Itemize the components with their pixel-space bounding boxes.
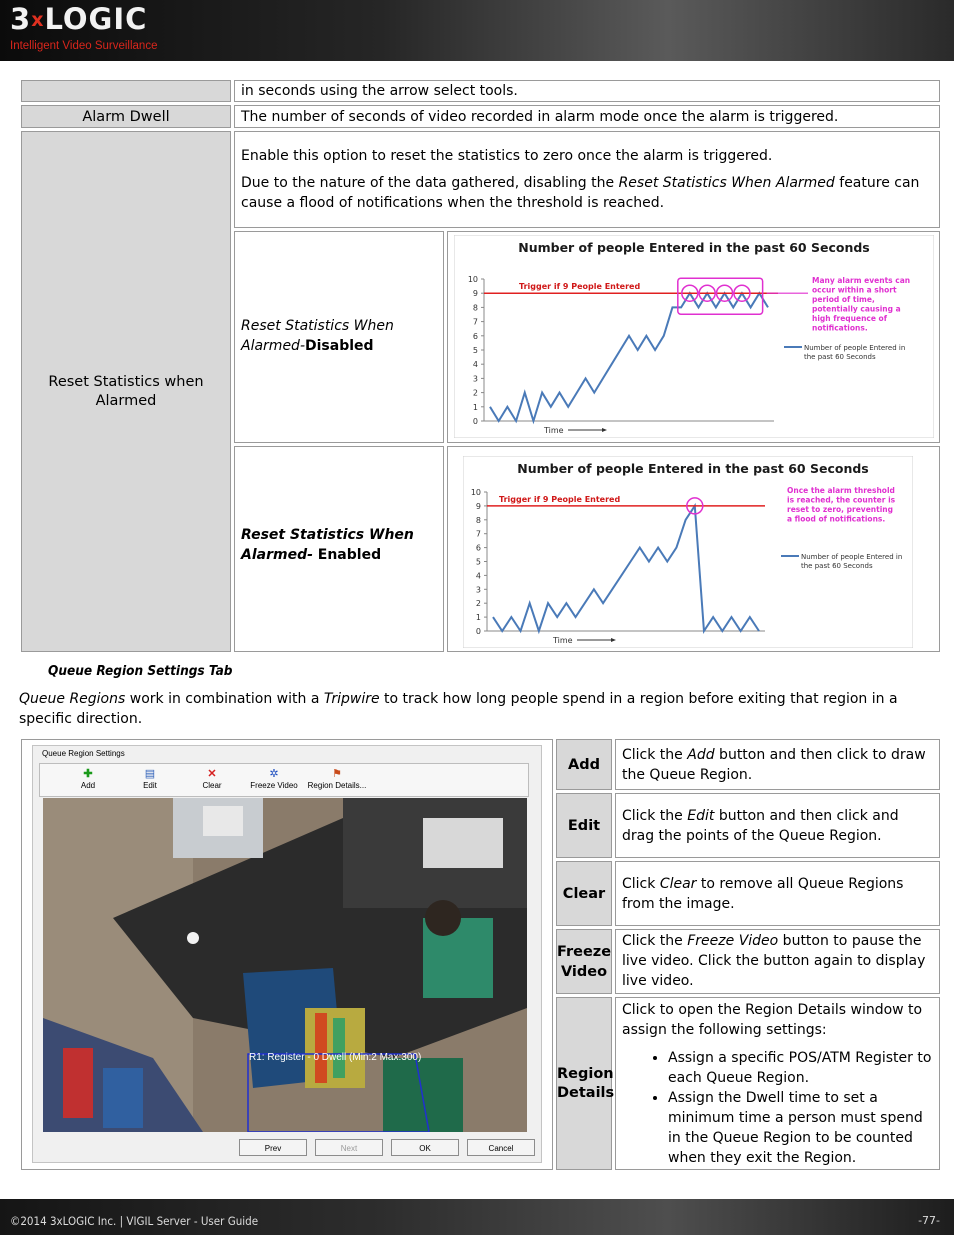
chart-enabled bbox=[463, 456, 913, 648]
y-tick-label: 3 bbox=[472, 374, 478, 384]
reset-statistics-description bbox=[234, 131, 940, 228]
y-tick-label: 3 bbox=[475, 585, 481, 595]
toolbar-add-button[interactable]: ✚ Add bbox=[58, 767, 118, 790]
prev-button[interactable]: Prev bbox=[239, 1139, 307, 1156]
next-button[interactable]: Next bbox=[315, 1139, 383, 1156]
clear-label: Clear bbox=[556, 861, 612, 926]
y-tick-label: 2 bbox=[475, 599, 481, 609]
y-tick-label: 5 bbox=[475, 557, 481, 567]
chart-disabled bbox=[454, 235, 934, 438]
freeze-video-label: Freeze Video bbox=[556, 929, 612, 994]
y-tick-label: 2 bbox=[472, 388, 478, 398]
edit-description: Click the Edit button and then click and drag the points of the Queue Region. bbox=[615, 793, 940, 858]
enabled-label-cell: Reset Statistics When Alarmed- Enabled bbox=[234, 446, 444, 652]
chart-cell-enabled bbox=[447, 446, 940, 652]
add-label: Add bbox=[556, 739, 612, 790]
region-details-list bbox=[622, 1048, 933, 1168]
footer-copyright: ©2014 3xLOGIC Inc. | VIGIL Server - User Guide bbox=[10, 1214, 259, 1228]
toolbar-clear-button[interactable]: ✕ Clear bbox=[182, 767, 242, 790]
window-title: Queue Region Settings bbox=[42, 749, 125, 758]
y-tick-label: 6 bbox=[472, 331, 478, 341]
section-intro: Queue Regions work in combination with a Tripwire to track how long people spend in a region before exiting that region in a specific direction. bbox=[19, 691, 898, 727]
y-tick-label: 10 bbox=[470, 488, 481, 497]
annotation-text: Once the alarm threshold bbox=[787, 486, 895, 495]
annotation-text: Many alarm events can bbox=[812, 276, 911, 285]
y-tick-label: 8 bbox=[475, 515, 481, 525]
y-tick-label: 6 bbox=[475, 543, 481, 553]
list-item: • Assign the Dwell time to set a minimum time a person must spend in the Queue Region to be counted when they exit the Region. bbox=[668, 1088, 933, 1168]
region-details-label: Region Details bbox=[556, 997, 612, 1170]
continued-text: in seconds using the arrow select tools. bbox=[234, 80, 940, 102]
y-tick-label: 4 bbox=[475, 571, 481, 581]
toolbar-edit-button[interactable]: ▤ Edit bbox=[120, 767, 180, 790]
clear-x-icon: ✕ bbox=[207, 768, 217, 780]
page-header bbox=[0, 0, 954, 61]
y-tick-label: 9 bbox=[472, 289, 478, 299]
y-tick-label: 8 bbox=[472, 303, 478, 313]
y-tick-label: 1 bbox=[475, 613, 481, 623]
y-tick-label: 9 bbox=[475, 501, 481, 511]
reset-desc-p2: Due to the nature of the data gathered, disabling the Reset Statistics When Alarmed feature can cause a flood of notifications when the threshold is reached. bbox=[241, 175, 920, 211]
y-tick-label: 7 bbox=[475, 529, 481, 539]
x-axis-label: Time bbox=[553, 636, 573, 645]
toolbar-freeze-button[interactable]: ✲ Freeze Video bbox=[244, 767, 304, 790]
reset-statistics-label: Reset Statistics when Alarmed bbox=[21, 131, 231, 652]
region-details-icon: ⚑ bbox=[332, 768, 342, 780]
chart-title: Number of people Entered in the past 60 Seconds bbox=[518, 240, 870, 255]
edit-icon: ▤ bbox=[144, 768, 156, 780]
add-description: Click the Add button and then click to draw the Queue Region. bbox=[615, 739, 940, 790]
legend-label: the past 60 Seconds bbox=[804, 353, 876, 361]
annotation-text: period of time, bbox=[812, 295, 875, 304]
toolbar-region-details-button[interactable]: ⚑ Region Details... bbox=[302, 767, 372, 790]
annotation-text: a flood of notifications. bbox=[787, 514, 886, 524]
annotation-text: notifications. bbox=[812, 323, 868, 333]
chart-title: Number of people Entered in the past 60 Seconds bbox=[517, 461, 869, 476]
x-axis-label: Time bbox=[544, 426, 564, 435]
empty-label-cell bbox=[21, 80, 231, 102]
legend-label: Number of people Entered in bbox=[804, 344, 906, 352]
freeze-icon: ✲ bbox=[269, 768, 279, 780]
queue-region-label: R1: Register - 0 Dwell (Min:2 Max:300) bbox=[249, 1052, 422, 1063]
cancel-button[interactable]: Cancel bbox=[467, 1139, 535, 1156]
toolbar bbox=[39, 763, 529, 797]
page-number: -77- bbox=[918, 1214, 940, 1227]
chart-frame bbox=[463, 456, 913, 648]
region-details-intro: Click to open the Region Details window to assign the following settings: bbox=[622, 1002, 923, 1038]
edit-label: Edit bbox=[556, 793, 612, 858]
threshold-label: Trigger if 9 People Entered bbox=[519, 282, 641, 292]
alarm-dwell-text: The number of seconds of video recorded in alarm mode once the alarm is triggered. bbox=[234, 105, 940, 128]
store-camera-image bbox=[43, 798, 527, 1132]
y-tick-label: 0 bbox=[475, 627, 481, 636]
reset-desc-p1: Enable this option to reset the statistics to zero once the alarm is triggered. bbox=[241, 148, 773, 164]
clear-description: Click Clear to remove all Queue Regions from the image. bbox=[615, 861, 940, 926]
alarm-dwell-label: Alarm Dwell bbox=[21, 105, 231, 128]
annotation-text: potentially causing a bbox=[812, 304, 901, 314]
y-tick-label: 10 bbox=[467, 275, 478, 284]
y-tick-label: 1 bbox=[472, 402, 478, 412]
chart-frame bbox=[454, 235, 934, 438]
annotation-text: is reached, the counter is bbox=[787, 495, 896, 505]
annotation-text: high frequence of bbox=[812, 314, 887, 323]
section-heading: Queue Region Settings Tab bbox=[48, 663, 233, 679]
plus-icon: ✚ bbox=[83, 768, 93, 780]
chart-cell-disabled bbox=[447, 231, 940, 443]
queue-region-window bbox=[32, 745, 542, 1163]
y-tick-label: 4 bbox=[472, 360, 478, 370]
page-footer bbox=[0, 1199, 954, 1235]
y-tick-label: 5 bbox=[472, 346, 478, 355]
video-feed[interactable] bbox=[43, 798, 527, 1132]
region-details-description bbox=[615, 997, 940, 1170]
legend-label: Number of people Entered in bbox=[801, 553, 903, 561]
freeze-video-description: Click the Freeze Video button to pause the live video. Click the button again to display live video. bbox=[615, 929, 940, 994]
annotation-text: occur within a short bbox=[812, 285, 897, 295]
disabled-label-cell: Reset Statistics When Alarmed-Disabled bbox=[234, 231, 444, 443]
annotation-text: reset to zero, preventing bbox=[787, 505, 893, 514]
list-item: • Assign a specific POS/ATM Register to each Queue Region. bbox=[668, 1048, 933, 1088]
ok-button[interactable]: OK bbox=[391, 1139, 459, 1156]
y-tick-label: 7 bbox=[472, 317, 478, 327]
brand-logo: 3xLOGIC bbox=[10, 2, 148, 36]
y-tick-label: 0 bbox=[472, 417, 478, 426]
threshold-label: Trigger if 9 People Entered bbox=[499, 494, 621, 504]
legend-label: the past 60 Seconds bbox=[801, 562, 873, 570]
brand-tagline: Intelligent Video Surveillance bbox=[10, 40, 158, 52]
